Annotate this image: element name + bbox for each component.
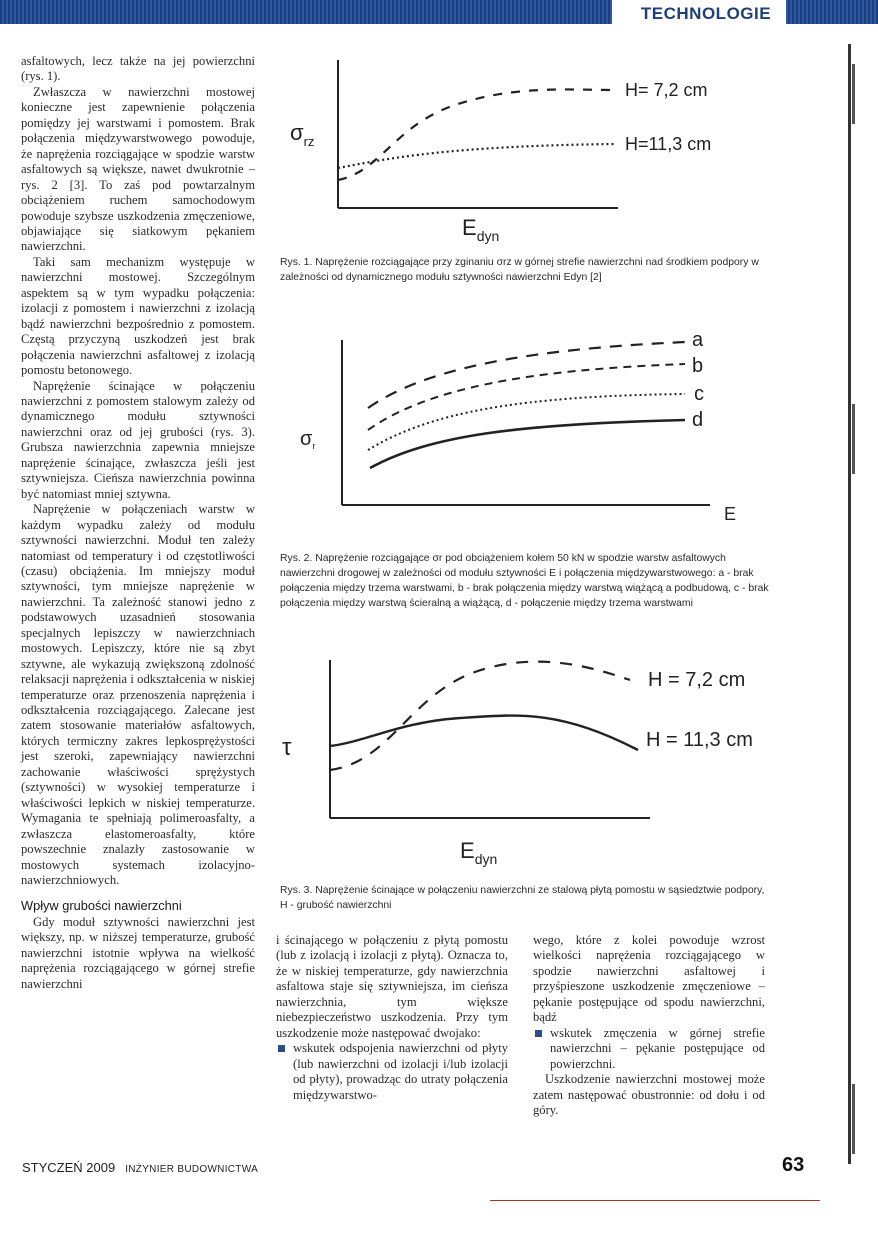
paragraph: Naprężenie ścinające w połączeniu nawierzchni z pomostem stalowym zależy od dynamicznego modułu sztywności nawierzchni oraz od jej grubości (rys. 3). Grubsza nawierzchnia zapewnia mniejsze naprężenie ścinające, zwłaszcza jeśli jest sztywniejsza. Cieńsza nawierzchnia powinna być natomiast mniej sztywna. (21, 378, 255, 501)
paragraph: asfaltowych, lecz także na jej powierzchni (rys. 1). (21, 54, 255, 84)
list-item: wskutek odspojenia nawierzchni od płyty (lub nawierzchni od izolacji i/lub izolacji od płyty), prowadząc do utraty połączenia międzywarstwo- (276, 1041, 508, 1103)
figure-2 (280, 320, 760, 540)
page-edge-line (848, 44, 851, 1164)
x-axis-label: E (724, 504, 737, 524)
legend-d: d (692, 409, 704, 431)
legend-h113: H=11,3 cm (625, 134, 712, 154)
footer-rule (490, 1200, 820, 1201)
list-item: wskutek zmęczenia w górnej strefie nawierzchni – pękanie postępujące od powierzchni. (533, 1026, 765, 1072)
curve-h72 (338, 89, 615, 180)
figure-1-caption: Rys. 1. Naprężenie rozciągające przy zginaniu σrz w górnej strefie nawierzchni nad środkiem podpory w zależności od dynamicznego modułu sztywności nawierzchni Edyn [2] (280, 257, 759, 283)
figure-3-caption: Rys. 3. Naprężenie ścinające w połączeniu nawierzchni ze stalową płytą pomostu w sąsiedztwie podpory, H - grubość nawierzchni (280, 885, 765, 911)
paragraph: Taki sam mechanizm występuje w nawierzchni mostowej. Szczególnym aspektem są w tym wypadku połączenia: izolacji z pomostem i nawierzchni z izolacją bądź nawierzchni bezpośrednio z pomostem. Częstą przyczyną uszkodzeń jest brak połączenia nawierzchni asfaltowej z izolacją pomostu betonowego. (21, 254, 255, 378)
paragraph: Zwłaszcza w nawierzchni mostowej konieczne jest zapewnienie połączenia pomiędzy jej warstwami i pomostem. Brak połączenia międzywarstwowego powoduje, że naprężenia rozciągające w spodzie warstw asfaltowych są większe, nawet dwukrotnie – rys. 2 [3]. To zaś pod powtarzalnym obciążeniem ruchem samochodowym powoduje szybsze uszkodzenia zmęczeniowe, objawiające się siatkowym pękaniem nawierzchni. (21, 84, 255, 254)
paragraph: Gdy moduł sztywności nawierzchni jest większy, np. w niższej temperaturze, grubość nawierzchni istotnie wpływa na wielkość naprężenia rozciągającego w górnej strefie nawierzchni (21, 914, 255, 991)
curve-h113 (338, 144, 615, 168)
paragraph: i ścinającego w połączeniu z płytą pomostu (lub z izolacją i izolacji z płytą). Oznacza to, że w niskiej temperaturze, gdy nawierzchnia asfaltowa staje się sztywniejsza, im cieńsza nawierzchnia, tym większe niebezpieczeństwo uszkodzenia. Przy tym uszkodzenie może następować dwojako: (276, 933, 508, 1040)
figure-1 (280, 50, 760, 250)
publication-name: INŻYNIER BUDOWNICTWA (125, 1164, 259, 1175)
figure-3 (280, 650, 780, 880)
legend-b: b (692, 355, 704, 377)
figure-2-caption: Rys. 2. Naprężenie rozciągające σr pod obciążeniem kołem 50 kN w spodzie warstw asfaltowych nawierzchni drogowej w zależności od modułu sztywności E i połączenia międzywarstwowego: a - brak połączenia między trzema warstwami, b - brak połączenia między warstwą wiążącą a podbudową, c - brak połączenia między warstwą ścieralną a wiążącą, d - połączenie między trzema warstwami (280, 553, 769, 609)
paragraph: Naprężenie w połączeniach warstw w każdym wypadku zależy od modułu sztywności nawierzchni. Moduł ten zależy natomiast od temperatury i od częstotliwości (czasu) obciążenia. Im mniejszy moduł sztywności, tym mniejsze naprężenie w nawierzchni. Ta zależność stanowi jedno z podstawowych uzasadnień stosowania specjalnych lepiszczy w nawierzchniach mostowych. Lepiszczy, które nie są zbyt sztywne, ale wykazują zwiększoną zdolność relaksacji naprężenia i odkształcenia w niskiej temperaturze oraz przenoszenia naprężenia i odkształcenia rozciągającego. Zalecane jest zatem stosowanie materiałów asfaltowych, których termiczny zakres lepkosprężystości jest szeroki, zapewniający nawierzchni zachowanie właściwości sprężystych (sztywności) w wysokiej temperaturze i właściwości lepkich w niskiej temperaturze. Wymagania te spełniają polimeroasfalty, a zwłaszcza elastomeroasfalty, które powszechnie znalazły zastosowanie w mostowych systemach izolacyjno-nawierzchniowych. (21, 502, 255, 888)
y-axis-label: $\sigma_r$ (300, 428, 316, 451)
header-bar (0, 0, 878, 24)
legend-a: a (692, 329, 704, 351)
curve-b (368, 364, 685, 430)
page-edge-marks (848, 24, 856, 1214)
bullet-list (276, 1041, 508, 1103)
issue-date: STYCZEŃ 2009 (22, 1160, 116, 1175)
y-axis-label: τ (282, 734, 292, 761)
middle-column (276, 933, 508, 1103)
y-axis-label: $\sigma_{rz}$ (290, 120, 315, 149)
footer-left (22, 1160, 258, 1175)
paragraph: Uszkodzenie nawierzchni mostowej może zatem następować obustronnie: od dołu i od góry. (533, 1072, 765, 1117)
legend-h72: H = 7,2 cm (648, 669, 746, 691)
page-edge-tick (852, 404, 855, 474)
legend-c: c (694, 383, 704, 405)
section-title: TECHNOLOGIE (626, 0, 786, 24)
curve-a (368, 342, 685, 408)
x-axis-label: $E_{dyn}$ (462, 215, 500, 244)
x-axis-label: $E_{dyn}$ (460, 838, 498, 867)
bullet-list (533, 1026, 765, 1072)
header-separator (612, 0, 626, 24)
section-heading: Wpływ grubości nawierzchni (21, 898, 182, 914)
curve-d (370, 420, 685, 468)
curve-h113 (330, 716, 638, 750)
legend-h113: H = 11,3 cm (646, 729, 753, 751)
page-edge-tick (852, 64, 855, 124)
page-number: 63 (782, 1154, 805, 1176)
paragraph: wego, które z kolei powoduje wzrost wielkości naprężenia rozciągającego w spodzie nawierzchni asfaltowej i przyśpieszone uszkodzenie zmęczeniowe – pękanie postępujące od spodu nawierzchni, bądź (533, 933, 765, 1025)
left-column (21, 54, 255, 992)
page-edge-tick (852, 1084, 855, 1154)
legend-h72: H= 7,2 cm (625, 80, 708, 100)
right-column (533, 933, 765, 1118)
